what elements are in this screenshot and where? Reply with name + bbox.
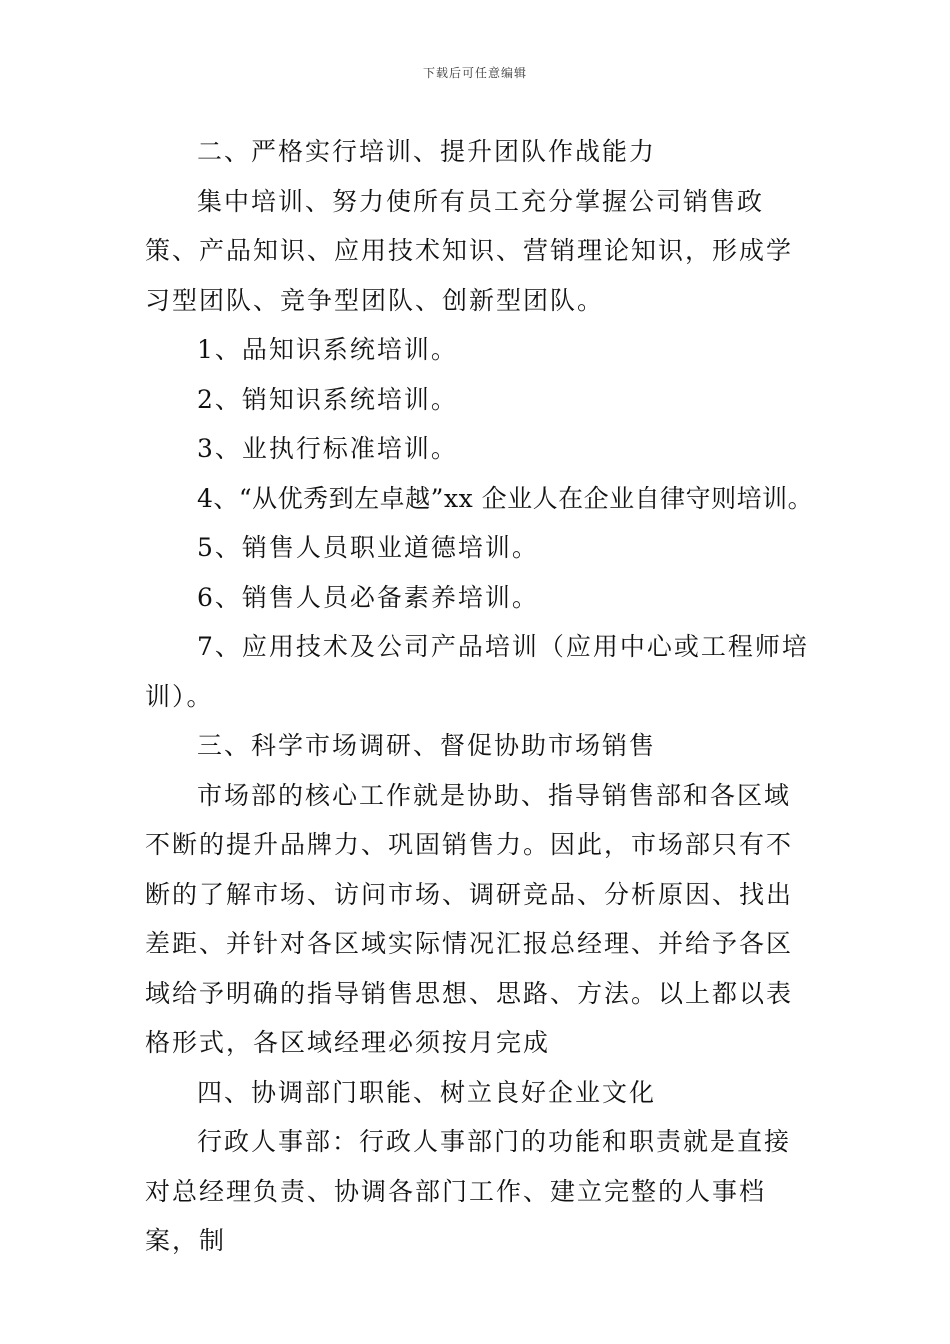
list-item-1: 1、品知识系统培训。: [197, 335, 458, 364]
list-item-6: 6、销售人员必备素养培训。: [197, 582, 539, 612]
paragraph-training-intro: 集中培训、努力使所有员工充分掌握公司销售政策、产品知识、应用技术知识、营销理论知识，形成学习型团队、竞争型团队、创新型团队。: [145, 186, 794, 315]
paragraph-market-department: 市场部的核心工作就是协助、指导销售部和各区域不断的提升品牌力、巩固销售力。因此，市场部只有不断的了解市场、访问市场、调研竞品、分析原因、找出差距、并针对各区域实际情况汇报总经理、并给予各区域给予明确的指导销售思想、思路、方法。以上都以表格形式，各区域经理必须按月完成: [145, 780, 794, 1057]
paragraph-hr-department: 行政人事部：行政人事部门的功能和职责就是直接对总经理负责、协调各部门工作、建立完整的人事档案，制: [145, 1127, 792, 1255]
list-item-4: 4、“从优秀到左卓越”xx 企业人在企业自律守则培训。: [197, 483, 814, 513]
page-header-note: 下载后可任意编辑: [422, 66, 527, 80]
document-body: [145, 127, 815, 1266]
list-item-2: 2、销知识系统培训。: [197, 384, 458, 414]
section-heading-market-research: 三、科学市场调研、督促协助市场销售: [197, 731, 657, 760]
section-heading-coordination: 四、协调部门职能、树立良好企业文化: [197, 1077, 657, 1107]
list-item-5: 5、销售人员职业道德培训。: [197, 533, 539, 562]
list-item-3: 3、业执行标准培训。: [197, 434, 458, 463]
section-heading-training: 二、严格实行培训、提升团队作战能力: [197, 137, 657, 166]
list-item-7: 7、应用技术及公司产品培训（应用中心或工程师培训）。: [145, 632, 809, 711]
